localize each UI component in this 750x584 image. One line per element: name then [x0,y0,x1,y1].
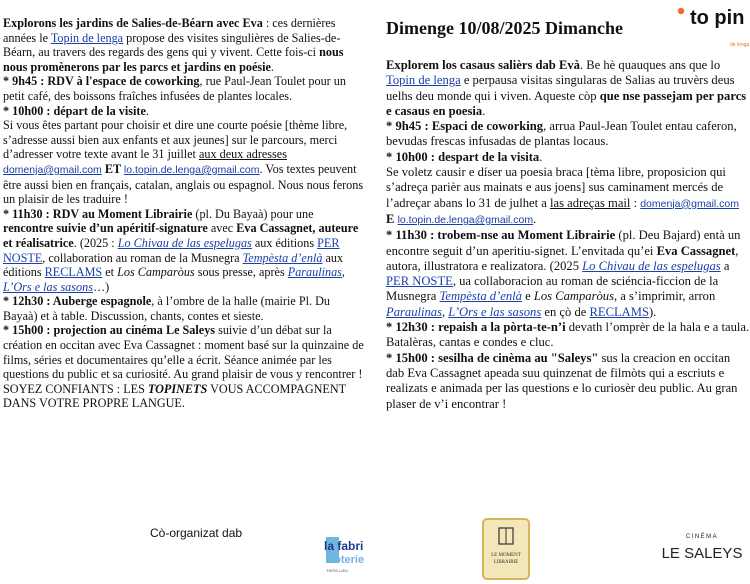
topin-logo [672,2,750,50]
publisher-link-per-noste-oc[interactable]: PER NOSTE [386,274,453,289]
occitan-event-librairie: * 11h30 : trobem-nse au Moment Librairie (pl. Deu Bajard) entà un encontre seguit d’un aperitiu-signet. L’envitada qu’ei Eva Cassagnet, autora, illustratora e realizatora. (2025 Lo Chivau de las espelugas a PER NOSTE, ua collaboracion au roman de sciéncia-ficcion de la Musnegra Tempèsta d’enlà e Los Camparòus, a s’imprimir, arron Paraulinas, L’Ors e las sasons en çò de RECLAMS). [386,228,741,319]
fabri-logo-text-2: coterie [328,554,365,566]
publisher-link-reclams-oc[interactable]: RECLAMS [589,304,649,319]
occitan-column [386,58,750,412]
french-event-coworking: * 9h45 : RDV à l'espace de coworking, rue Paul-Jean Toulet pour un petit café, des boissons fraîches infusées de plantes locales. [3,74,346,103]
occitan-event-visit: * 10h00 : despart de la visita. [386,149,543,164]
fabri-coterie-logo [320,533,376,575]
occitan-event-repaish: * 12h30 : repaish a la pòrta-te-n’i devath l’omprèr de la hala e a taula. Batalèras, cantas e condes e cluc. [386,320,750,350]
email-link-topin[interactable]: lo.topin.de.lenga@gmail.com [123,163,260,176]
french-poetry-paragraph: Si vous êtes partant pour choisir et dire une courte poésie [thème libre, s’adresse aussi bien aux enfants et aux jeunes] sur le parcours, merci d’adresser votre texte avant le 31 juillet aux deux adresses domenja@gmail.com ET lo.topin.de.lenga@gmail.com. Vos textes peuvent être aussi bien en français, catalan, anglais ou espagnol. Nous nous ferons un plaisir de les traduire ! [3,118,364,207]
french-column [3,16,365,411]
topin-logo-text: to pin [690,7,745,29]
occitan-event-coworking: * 9h45 : Espaci de coworking, arrua Paul-Jean Toulet entau caferon, bevudas frescas infusadas de plantas locaus. [386,119,737,149]
french-event-librairie: * 11h30 : RDV au Moment Librairie (pl. Du Bayaà) pour une rencontre suivie d’un apéritif-signature avec Eva Cassagnet, auteure et réalisatrice. (2025 : Lo Chivau de las espelugas aux éditions PER NOSTE, collaboration au roman de la Musnegra Tempèsta d’enlà aux éditions RECLAMS et Los Camparòus sous presse, après Paraulinas, L’Ors e las sasons…) [3,206,359,294]
french-event-cinema: * 15h00 : projection au cinéma Le Saleys suivie d’un débat sur la création en occitan avec Eva Cassagnet : moment basé sur la quinzaine de films, séries et documentaires qu’elle a écrit. Séance animée par les questions du public et sa curiosité. Au grand plaisir de vous y rencontrer ! SOYEZ CONFIANTS : LES TOPINETS VOUS ACCOMPAGNENT DANS VOTRE PROPRE LANGUE. [3,323,364,411]
email-link-domenja[interactable]: domenja@gmail.com [3,163,102,176]
book-link-chivau-oc[interactable]: Lo Chivau de las espelugas [582,258,721,273]
occitan-intro: Explorem los casaus salièrs dab Evà. Be hè quauques ans que lo Topin de lenga e perpausa visitas singularas de Salias au truvèrs deus uelhs deu monde qui i viven. Aqueste còp que nse passejam per parcs e casaus en poesia. [386,58,747,118]
occitan-event-cinema: * 15h00 : sesilha de cinèma au "Saleys" sus la creacion en occitan dab Eva Cassagnet apeada suu quinzenat de filmòts qui a escriuts e realizats e animada per las questions e lo curiosèr deu public. Au gran plaser de v’i encontrar ! [386,350,738,411]
book-title-camparous-oc: Los Camparòus [533,289,614,304]
book-link-paraulinas[interactable]: Paraulinas [287,265,342,280]
french-event-auberge: * 12h30 : Auberge espagnole, à l’ombre de la halle (mairie Pl. Du Bayaà) et à table. Discussion, chants, contes et sieste. [3,294,330,323]
saleys-logo-text-1: CINÉMA [685,534,719,540]
topin-link[interactable]: Topin de lenga [50,30,124,45]
book-link-tempesta-oc[interactable]: Tempèsta d’enlà [439,289,522,304]
book-link-ors-oc[interactable]: L’Ors e las sasons [448,304,542,319]
fabri-logo-text-1: la fabri [324,539,364,553]
book-link-paraulinas-oc[interactable]: Paraulinas [386,304,442,319]
moment-logo-text-2: LIBRAIRIE [493,560,519,565]
moment-librairie-logo [482,518,530,580]
publisher-link-per-noste[interactable]: PER NOSTE [3,235,340,265]
book-link-tempesta[interactable]: Tempèsta d’enlà [242,250,323,265]
cinema-le-saleys-logo [661,528,743,568]
french-event-visit: * 10h00 : départ de la visite. [3,103,149,118]
moment-logo-text-1: LE MOMENT [491,553,521,558]
fabri-logo-sub: TIERS-LIEU [326,568,349,573]
topin-logo-sub: de lenga [730,42,750,48]
book-link-ors[interactable]: L’Ors e las sasons [3,279,93,294]
publisher-link-reclams[interactable]: RECLAMS [44,265,103,280]
email-link-domenja-oc[interactable]: domenja@gmail.com [640,197,739,210]
book-link-chivau[interactable]: Lo Chivau de las espelugas [117,235,252,250]
french-intro: Explorons les jardins de Salies-de-Béarn avec Eva : ces dernières années le Topin de lenga propose des visites singulières de Salies-de-Béarn, au travers des regards des gens qui y vivent. Cette fois-ci nous nous promènerons par les parcs et jardins en poésie. [3,16,344,74]
email-link-topin-oc[interactable]: lo.topin.de.lenga@gmail.com [397,213,534,226]
saleys-logo-text-2: LE SALEYS [661,545,743,562]
topin-logo-dot [678,8,684,14]
topin-link-oc[interactable]: Topin de lenga [386,73,461,88]
book-title-camparous: Los Camparòus [117,265,195,280]
occitan-poetry-paragraph: Se voletz causir e díser ua poesia braca [tèma libre, proposicion qui s’adreça parièr aus mainats e aus joens] sus caminament mercés de l’adreçar abans lo 31 de julhet a las adreças mail : domenja@gmail.com E lo.topin.de.lenga@gmail.com. [386,165,739,226]
event-date-heading: Dimenge 10/08/2025 Dimanche [386,18,623,38]
co-organized-label: Cò-organizat dab [150,526,243,540]
